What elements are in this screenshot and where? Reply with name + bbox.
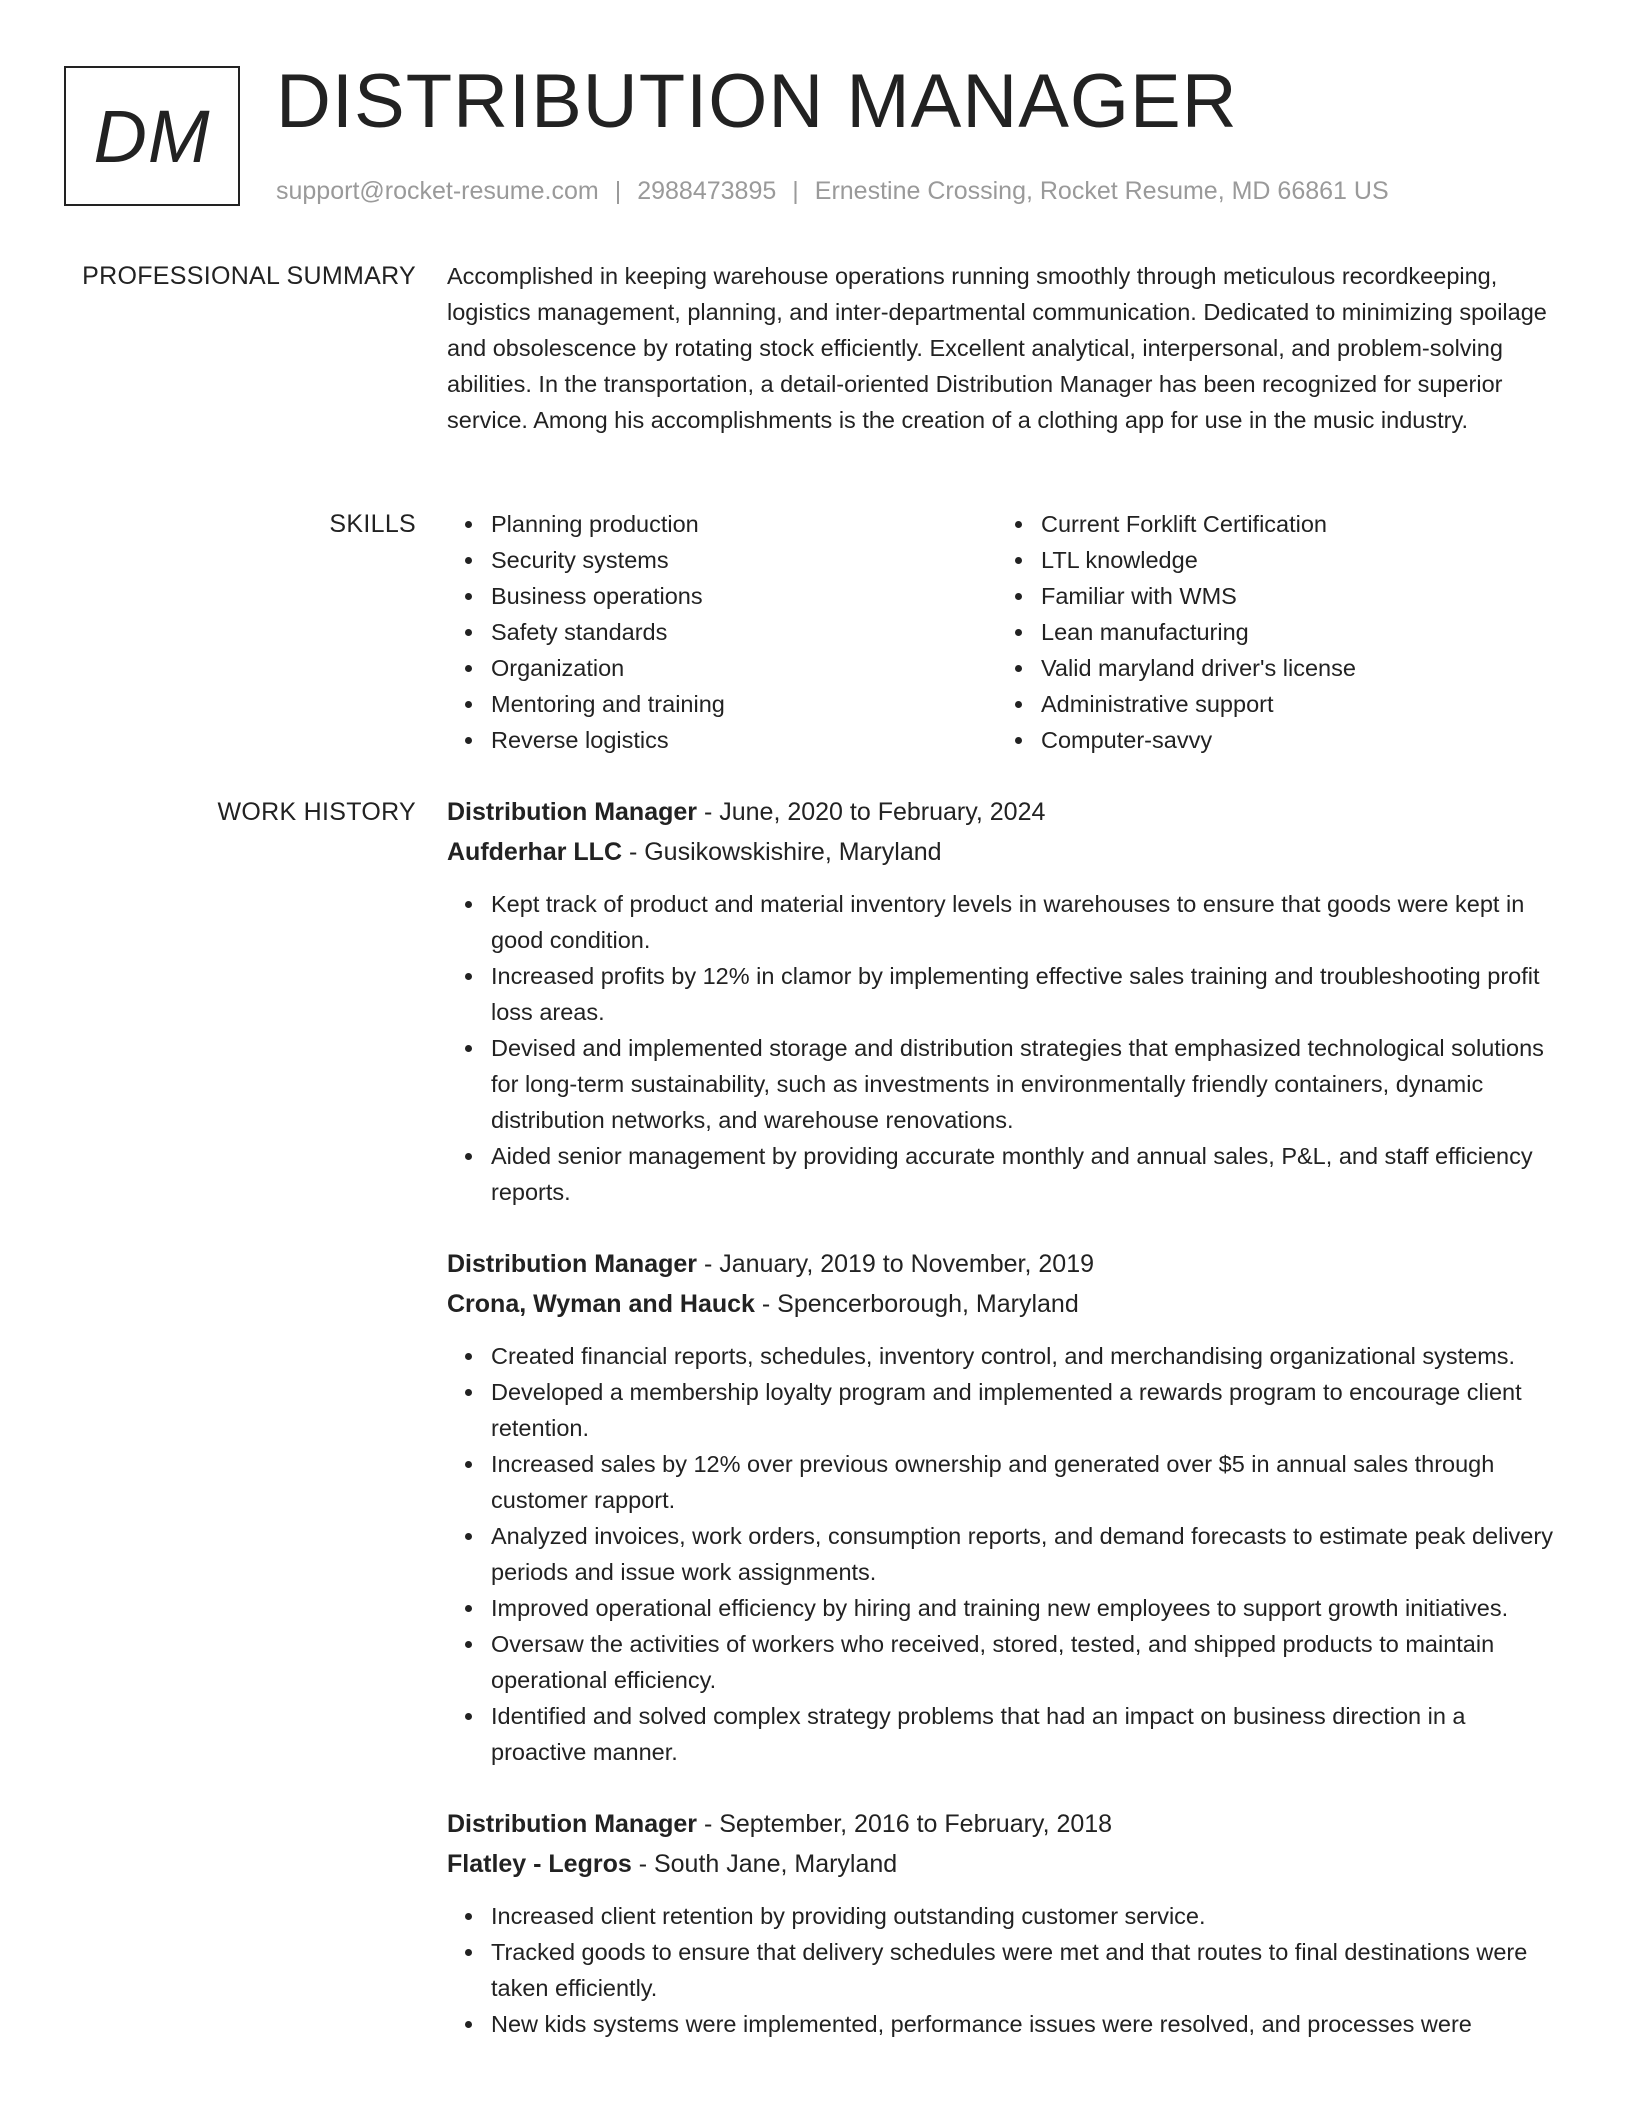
contact-email: support@rocket-resume.com — [276, 177, 599, 205]
skill-item: Organization — [491, 650, 997, 686]
skills-list-left — [447, 506, 997, 758]
summary-body — [447, 258, 1567, 438]
skills-heading: SKILLS — [329, 510, 416, 538]
job-bullet: Increased sales by 12% over previous ownership and generated over $5 in annual sales through customer rapport. — [491, 1446, 1567, 1518]
job-company: Flatley - Legros — [447, 1850, 632, 1878]
contact-separator: | — [792, 177, 799, 205]
skill-item: Security systems — [491, 542, 997, 578]
job-bullet: Devised and implemented storage and distribution strategies that emphasized technological solutions for long-term sustainability, such as investments in environmentally friendly containers, dynamic distribution networks, and warehouse renovations. — [491, 1030, 1567, 1138]
summary-text: Accomplished in keeping warehouse operations running smoothly through meticulous recordkeeping, logistics management, planning, and inter-departmental communication. Dedicated to minimizing spoilage and obsolescence by rotating stock efficiently. Excellent analytical, interpersonal, and problem-solving abilities. In the transportation, a detail-oriented Distribution Manager has been recognized for superior service. Among his accomplishments is the creation of a clothing app for use in the music industry. — [447, 263, 1547, 433]
skills-columns — [447, 506, 1567, 758]
contact-phone: 2988473895 — [637, 177, 777, 205]
job-bullets — [447, 1338, 1567, 1770]
contact-address: Ernestine Crossing, Rocket Resume, MD 66861 US — [814, 177, 1389, 205]
job-company-line — [447, 1284, 1567, 1324]
skill-item: Computer-savvy — [1041, 722, 1547, 758]
job-bullet: Increased profits by 12% in clamor by implementing effective sales training and troubleshooting profit loss areas. — [491, 958, 1567, 1030]
job-title: Distribution Manager — [447, 798, 698, 826]
job-bullet: Oversaw the activities of workers who received, stored, tested, and shipped products to maintain operational efficiency. — [491, 1626, 1567, 1698]
skill-item: Administrative support — [1041, 686, 1547, 722]
job-dates: - September, 2016 to February, 2018 — [697, 1810, 1113, 1838]
job-company: Aufderhar LLC — [447, 838, 622, 866]
skill-item: Lean manufacturing — [1041, 614, 1547, 650]
monogram-initials: DM — [93, 94, 211, 178]
job-title: Distribution Manager — [447, 1810, 698, 1838]
skill-item: LTL knowledge — [1041, 542, 1547, 578]
job-bullet: Analyzed invoices, work orders, consumption reports, and demand forecasts to estimate peak delivery periods and issue work assignments. — [491, 1518, 1567, 1590]
job-bullet: Developed a membership loyalty program and implemented a rewards program to encourage client retention. — [491, 1374, 1567, 1446]
job-company: Crona, Wyman and Hauck — [447, 1290, 755, 1318]
skill-item: Familiar with WMS — [1041, 578, 1547, 614]
job-company-line — [447, 832, 1567, 872]
job-bullet: New kids systems were implemented, performance issues were resolved, and processes were — [491, 2006, 1567, 2042]
work-history-body — [447, 792, 1567, 2062]
resume-title: DISTRIBUTION MANAGER — [276, 59, 1238, 144]
monogram-box — [64, 66, 240, 206]
skill-item: Safety standards — [491, 614, 997, 650]
job-entry — [447, 1804, 1567, 2042]
job-bullet: Created financial reports, schedules, inventory control, and merchandising organizational systems. — [491, 1338, 1567, 1374]
job-location: - Gusikowskishire, Maryland — [622, 838, 942, 866]
job-bullet: Aided senior management by providing accurate monthly and annual sales, P&L, and staff efficiency reports. — [491, 1138, 1567, 1210]
job-bullet: Increased client retention by providing outstanding customer service. — [491, 1898, 1567, 1934]
job-title: Distribution Manager — [447, 1250, 698, 1278]
skill-item: Valid maryland driver's license — [1041, 650, 1547, 686]
job-bullets — [447, 886, 1567, 1210]
job-title-line — [447, 1804, 1567, 1844]
job-entry — [447, 792, 1567, 1210]
skill-item: Current Forklift Certification — [1041, 506, 1547, 542]
job-bullet: Improved operational efficiency by hiring and training new employees to support growth initiatives. — [491, 1590, 1567, 1626]
job-title-line — [447, 1244, 1567, 1284]
job-bullet: Identified and solved complex strategy problems that had an impact on business direction in a proactive manner. — [491, 1698, 1567, 1770]
job-entry — [447, 1244, 1567, 1770]
job-company-line — [447, 1844, 1567, 1884]
skill-item: Mentoring and training — [491, 686, 997, 722]
job-location: - Spencerborough, Maryland — [754, 1290, 1079, 1318]
skill-item: Planning production — [491, 506, 997, 542]
summary-heading: PROFESSIONAL SUMMARY — [82, 262, 416, 290]
job-location: - South Jane, Maryland — [631, 1850, 898, 1878]
work-history-heading: WORK HISTORY — [217, 798, 416, 826]
job-bullets — [447, 1898, 1567, 2042]
contact-separator: | — [614, 177, 622, 205]
skills-list-right — [997, 506, 1547, 758]
job-bullet: Kept track of product and material inventory levels in warehouses to ensure that goods were kept in good condition. — [491, 886, 1567, 958]
skill-item: Reverse logistics — [491, 722, 997, 758]
contact-line — [276, 173, 1389, 209]
job-dates: - June, 2020 to February, 2024 — [697, 798, 1046, 826]
skills-body — [447, 506, 1567, 758]
job-bullet: Tracked goods to ensure that delivery schedules were met and that routes to final destinations were taken efficiently. — [491, 1934, 1567, 2006]
skill-item: Business operations — [491, 578, 997, 614]
job-title-line — [447, 792, 1567, 832]
job-dates: - January, 2019 to November, 2019 — [697, 1250, 1095, 1278]
